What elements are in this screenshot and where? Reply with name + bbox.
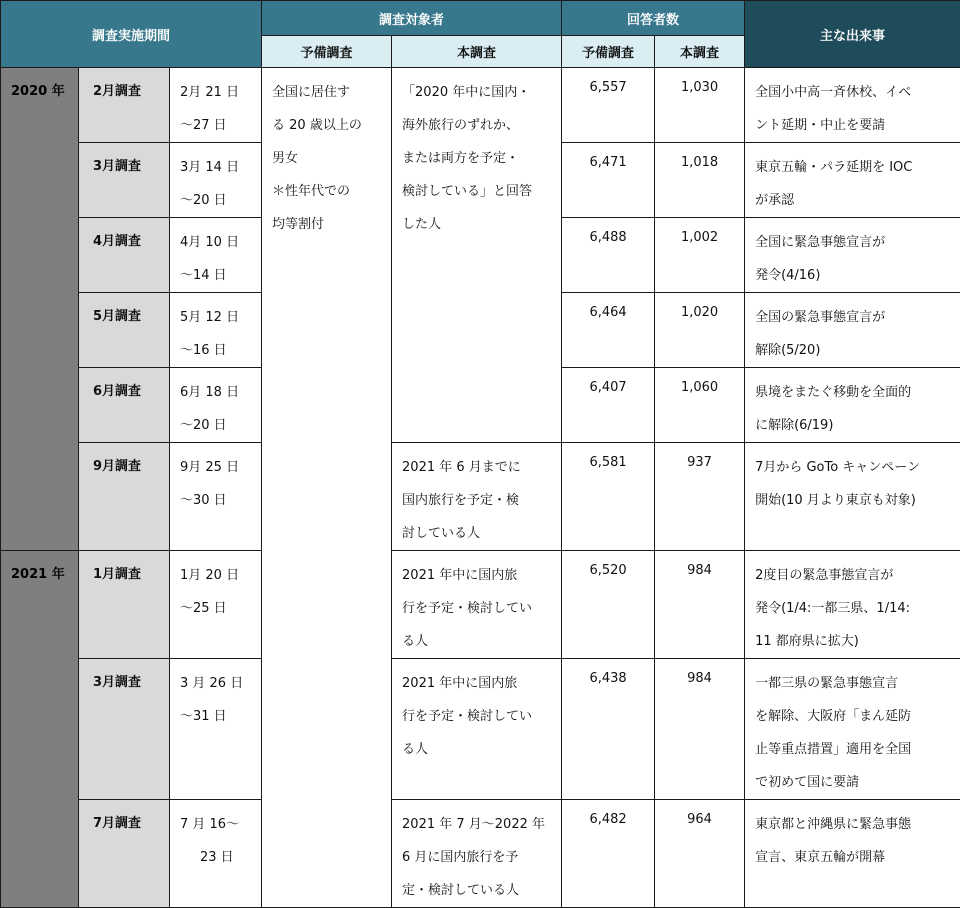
main-target-line: 定・検討している人	[402, 874, 553, 907]
event-line: 2度目の緊急事態宣言が	[755, 559, 952, 592]
period-line: 3月 14 日	[180, 151, 253, 184]
period-line: 5月 12 日	[180, 301, 253, 334]
event-line: で初めて国に要請	[755, 766, 952, 799]
period-line: ～31 日	[180, 700, 253, 733]
main-target-line: した人	[402, 208, 553, 241]
pre-count-cell: 6,471	[562, 143, 655, 218]
event-line: ント延期・中止を要請	[755, 109, 952, 142]
month-cell: 9月調査	[79, 443, 170, 551]
period-cell	[170, 659, 262, 800]
main-target-cell	[392, 659, 562, 800]
period-line: ～25 日	[180, 592, 253, 625]
event-line: 止等重点措置」適用を全国	[755, 733, 952, 766]
event-cell	[745, 143, 960, 218]
period-cell	[170, 368, 262, 443]
event-line: 全国に緊急事態宣言が	[755, 226, 952, 259]
event-line: 発令(4/16)	[755, 259, 952, 292]
main-target-cell	[392, 800, 562, 908]
table-row	[1, 800, 960, 908]
month-cell: 5月調査	[79, 293, 170, 368]
table-row	[1, 443, 960, 551]
subheader-main-target: 本調査	[392, 36, 562, 68]
header-respondents: 回答者数	[562, 1, 745, 36]
main-count-cell: 1,002	[655, 218, 745, 293]
event-line: 東京都と沖縄県に緊急事態	[755, 808, 952, 841]
main-target-cell	[392, 443, 562, 551]
main-target-cell	[392, 551, 562, 659]
month-cell: 4月調査	[79, 218, 170, 293]
period-cell	[170, 800, 262, 908]
period-line: 6月 18 日	[180, 376, 253, 409]
main-target-line: 行を予定・検討してい	[402, 700, 553, 733]
main-count-cell: 1,020	[655, 293, 745, 368]
main-count-cell: 937	[655, 443, 745, 551]
pre-count-cell: 6,464	[562, 293, 655, 368]
event-cell	[745, 218, 960, 293]
pre-target-line: 男女	[272, 142, 383, 175]
month-cell: 1月調査	[79, 551, 170, 659]
main-target-line: または両方を予定・	[402, 142, 553, 175]
main-target-line: 検討している」と回答	[402, 175, 553, 208]
table-row	[1, 659, 960, 800]
event-line: 県境をまたぐ移動を全面的	[755, 376, 952, 409]
main-target-line: 国内旅行を予定・検	[402, 484, 553, 517]
pre-target-line: 全国に居住す	[272, 76, 383, 109]
main-count-cell: 1,030	[655, 68, 745, 143]
main-target-line: 海外旅行のずれか、	[402, 109, 553, 142]
pre-count-cell: 6,520	[562, 551, 655, 659]
period-cell	[170, 551, 262, 659]
pre-target-line: る 20 歳以上の	[272, 109, 383, 142]
main-target-cell	[392, 68, 562, 443]
event-cell	[745, 293, 960, 368]
main-target-line: 2021 年 6 月までに	[402, 451, 553, 484]
event-line: 7月から GoTo キャンペーン	[755, 451, 952, 484]
period-cell	[170, 143, 262, 218]
period-line: 4月 10 日	[180, 226, 253, 259]
event-cell	[745, 659, 960, 800]
main-count-cell: 1,060	[655, 368, 745, 443]
event-line: 発令(1/4:一都三県、1/14:	[755, 592, 952, 625]
event-line: 開始(10 月より東京も対象)	[755, 484, 952, 517]
month-cell: 3月調査	[79, 143, 170, 218]
period-line: ～30 日	[180, 484, 253, 517]
header-events: 主な出来事	[745, 1, 960, 68]
period-cell	[170, 68, 262, 143]
subheader-pre-count: 予備調査	[562, 36, 655, 68]
period-line: ～14 日	[180, 259, 253, 292]
header-period: 調査実施期間	[1, 1, 262, 68]
header-target: 調査対象者	[262, 1, 562, 36]
pre-count-cell: 6,557	[562, 68, 655, 143]
main-target-line: 2021 年中に国内旅	[402, 559, 553, 592]
main-target-line: 2021 年 7 月～2022 年	[402, 808, 553, 841]
event-line: に解除(6/19)	[755, 409, 952, 442]
event-line: 解除(5/20)	[755, 334, 952, 367]
event-line: が承認	[755, 184, 952, 217]
table-row	[1, 68, 960, 143]
pre-target-cell	[262, 68, 392, 908]
period-line: 9月 25 日	[180, 451, 253, 484]
pre-count-cell: 6,581	[562, 443, 655, 551]
event-cell	[745, 443, 960, 551]
period-line: ～16 日	[180, 334, 253, 367]
main-target-line: 「2020 年中に国内・	[402, 76, 553, 109]
main-target-line: 討している人	[402, 517, 553, 550]
period-line: 7 月 16～	[180, 808, 253, 841]
event-line: 全国の緊急事態宣言が	[755, 301, 952, 334]
main-target-line: る人	[402, 733, 553, 766]
pre-count-cell: 6,482	[562, 800, 655, 908]
event-cell	[745, 368, 960, 443]
main-target-line: 6 月に国内旅行を予	[402, 841, 553, 874]
event-line: を解除、大阪府「まん延防	[755, 700, 952, 733]
period-cell	[170, 218, 262, 293]
pre-count-cell: 6,407	[562, 368, 655, 443]
event-line: 一都三県の緊急事態宣言	[755, 667, 952, 700]
month-cell: 7月調査	[79, 800, 170, 908]
main-count-cell: 984	[655, 659, 745, 800]
main-count-cell: 964	[655, 800, 745, 908]
period-line: 23 日	[180, 841, 253, 874]
subheader-pre-target: 予備調査	[262, 36, 392, 68]
pre-count-cell: 6,438	[562, 659, 655, 800]
period-line: 3 月 26 日	[180, 667, 253, 700]
pre-count-cell: 6,488	[562, 218, 655, 293]
event-cell	[745, 68, 960, 143]
main-target-line: 2021 年中に国内旅	[402, 667, 553, 700]
pre-target-line: 均等割付	[272, 208, 383, 241]
period-line: 1月 20 日	[180, 559, 253, 592]
pre-target-line: ＊性年代での	[272, 175, 383, 208]
subheader-main-count: 本調査	[655, 36, 745, 68]
year-cell: 2020 年	[1, 68, 79, 551]
table-row	[1, 551, 960, 659]
month-cell: 6月調査	[79, 368, 170, 443]
main-target-line: 行を予定・検討してい	[402, 592, 553, 625]
event-cell	[745, 800, 960, 908]
event-line: 11 都府県に拡大)	[755, 625, 952, 658]
period-cell	[170, 443, 262, 551]
month-cell: 2月調査	[79, 68, 170, 143]
event-line: 宣言、東京五輪が開幕	[755, 841, 952, 874]
period-cell	[170, 293, 262, 368]
period-line: ～20 日	[180, 184, 253, 217]
period-line: ～27 日	[180, 109, 253, 142]
event-cell	[745, 551, 960, 659]
main-target-line: る人	[402, 625, 553, 658]
month-cell: 3月調査	[79, 659, 170, 800]
year-cell: 2021 年	[1, 551, 79, 908]
event-line: 全国小中高一斉休校、イベ	[755, 76, 952, 109]
period-line: 2月 21 日	[180, 76, 253, 109]
period-line: ～20 日	[180, 409, 253, 442]
event-line: 東京五輪・パラ延期を IOC	[755, 151, 952, 184]
main-count-cell: 1,018	[655, 143, 745, 218]
main-count-cell: 984	[655, 551, 745, 659]
